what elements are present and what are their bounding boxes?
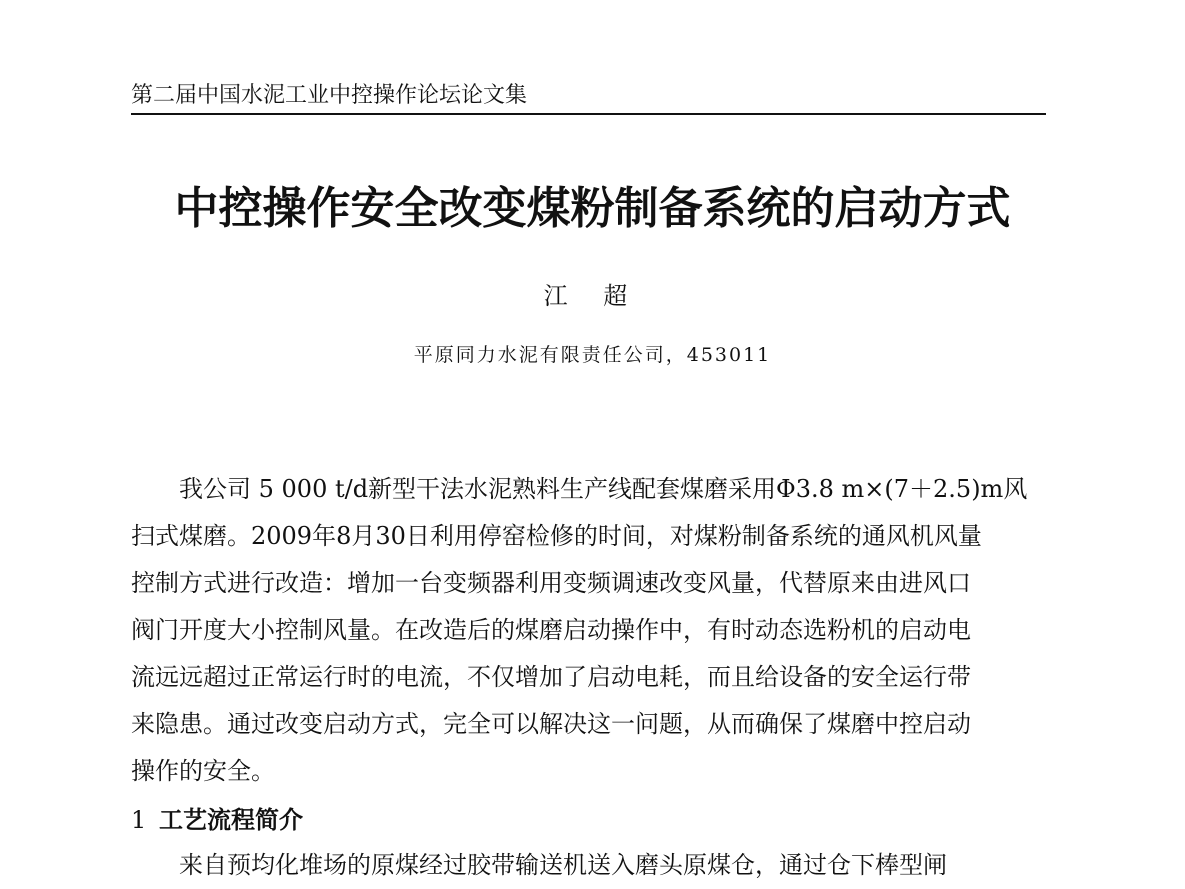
intro-paragraph (131, 466, 1046, 795)
author-name: 江 超 (543, 282, 642, 310)
section-number: 1 (131, 806, 147, 834)
section-heading (131, 800, 303, 835)
paper-title: 中控操作安全改变煤粉制备系统的启动方式 (174, 183, 1011, 234)
paragraph-line: 来隐患。通过改变启动方式，完全可以解决这一问题，从而确保了煤磨中控启动 (131, 710, 971, 738)
paragraph-line: 阀门开度大小控制风量。在改造后的煤磨启动操作中，有时动态选粉机的启动电 (131, 616, 971, 644)
process-paragraph (131, 842, 1046, 889)
section-label: 工艺流程简介 (159, 806, 303, 834)
paragraph-line: 控制方式进行改造：增加一台变频器利用变频调速改变风量，代替原来由进风口 (131, 569, 971, 597)
paragraph-line: 来自预均化堆场的原煤经过胶带输送机送入磨头原煤仓，通过仓下棒型闸 (179, 851, 947, 879)
paragraph-line: 扫式煤磨。2009年8月30日利用停窑检修的时间，对煤粉制备系统的通风机风量 (131, 522, 982, 550)
paragraph-line: 我公司 5 000 t/d新型干法水泥熟料生产线配套煤磨采用Φ3.8 m×(7＋2.5)m风 (179, 475, 1028, 503)
author-affiliation: 平原同力水泥有限责任公司，453011 (413, 344, 772, 366)
paragraph-line: 流远远超过正常运行时的电流，不仅增加了启动电耗，而且给设备的安全运行带 (131, 663, 971, 691)
paragraph-line: 操作的安全。 (131, 757, 275, 785)
running-header: 第二届中国水泥工业中控操作论坛论文集 (131, 83, 528, 108)
header-rule (131, 113, 1046, 115)
